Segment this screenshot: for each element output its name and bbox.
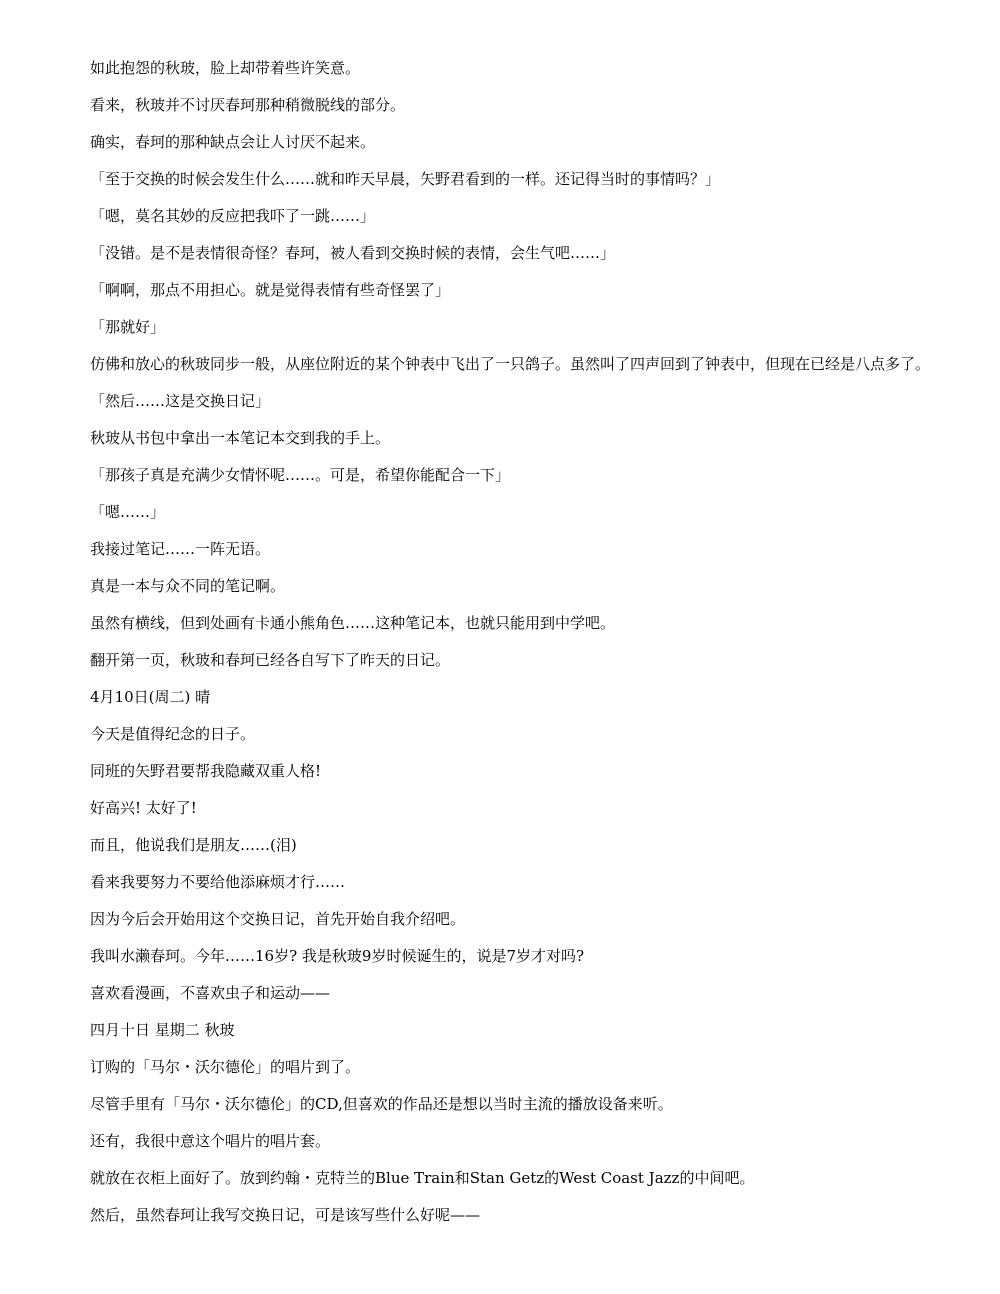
paragraph: 虽然有横线，但到处画有卡通小熊角色……这种笔记本，也就只能用到中学吧。	[90, 614, 616, 632]
dialogue-line: 「至于交换的时候会发生什么……就和昨天早晨，矢野君看到的一样。还记得当时的事情吗？」	[90, 170, 721, 188]
diary-line: 我叫水濑春珂。今年……16岁? 我是秋玻9岁时候诞生的，说是7岁才对吗?	[90, 947, 585, 965]
diary-line: 而且，他说我们是朋友……(泪)	[90, 836, 297, 854]
diary-line: 然后，虽然春珂让我写交换日记，可是该写些什么好呢——	[90, 1206, 481, 1224]
diary-line: 就放在衣柜上面好了。放到约翰・克特兰的Blue Train和Stan Getz的West Coast Jazz的中间吧。	[90, 1169, 755, 1187]
diary-line: 因为今后会开始用这个交换日记，首先开始自我介绍吧。	[90, 910, 466, 928]
dialogue-line: 「那孩子真是充满少女情怀呢……。可是，希望你能配合一下」	[90, 466, 511, 484]
dialogue-line: 「嗯，莫名其妙的反应把我吓了一跳……」	[90, 207, 376, 225]
paragraph: 我接过笔记……一阵无语。	[90, 540, 271, 558]
diary-line: 好高兴! 太好了!	[90, 799, 197, 817]
paragraph: 秋玻从书包中拿出一本笔记本交到我的手上。	[90, 429, 391, 447]
diary-date-heading: 四月十日 星期二 秋玻	[90, 1021, 235, 1039]
dialogue-line: 「啊啊，那点不用担心。就是觉得表情有些奇怪罢了」	[90, 281, 451, 299]
diary-line: 还有，我很中意这个唱片的唱片套。	[90, 1132, 331, 1150]
paragraph: 真是一本与众不同的笔记啊。	[90, 577, 286, 595]
paragraph: 仿佛和放心的秋玻同步一般，从座位附近的某个钟表中飞出了一只鸽子。虽然叫了四声回到了钟表中，但现在已经是八点多了。	[90, 355, 931, 373]
diary-date-heading: 4月10日(周二) 晴	[90, 688, 211, 706]
dialogue-line: 「那就好」	[90, 318, 166, 336]
paragraph: 如此抱怨的秋玻，脸上却带着些许笑意。	[90, 59, 361, 77]
diary-line: 尽管手里有「马尔・沃尔德伦」的CD,但喜欢的作品还是想以当时主流的播放设备来听。	[90, 1095, 673, 1113]
dialogue-line: 「然后……这是交换日记」	[90, 392, 271, 410]
dialogue-line: 「嗯……」	[90, 503, 166, 521]
diary-line: 订购的「马尔・沃尔德伦」的唱片到了。	[90, 1058, 361, 1076]
diary-line: 今天是值得纪念的日子。	[90, 725, 256, 743]
paragraph: 看来，秋玻并不讨厌春珂那种稍微脱线的部分。	[90, 96, 406, 114]
diary-line: 喜欢看漫画，不喜欢虫子和运动——	[90, 984, 331, 1002]
paragraph: 翻开第一页，秋玻和春珂已经各自写下了昨天的日记。	[90, 651, 451, 669]
dialogue-line: 「没错。是不是表情很奇怪？春珂，被人看到交换时候的表情，会生气吧……」	[90, 244, 616, 262]
paragraph: 确实，春珂的那种缺点会让人讨厌不起来。	[90, 133, 376, 151]
diary-line: 看来我要努力不要给他添麻烦才行……	[90, 873, 346, 891]
diary-line: 同班的矢野君要帮我隐藏双重人格!	[90, 762, 322, 780]
